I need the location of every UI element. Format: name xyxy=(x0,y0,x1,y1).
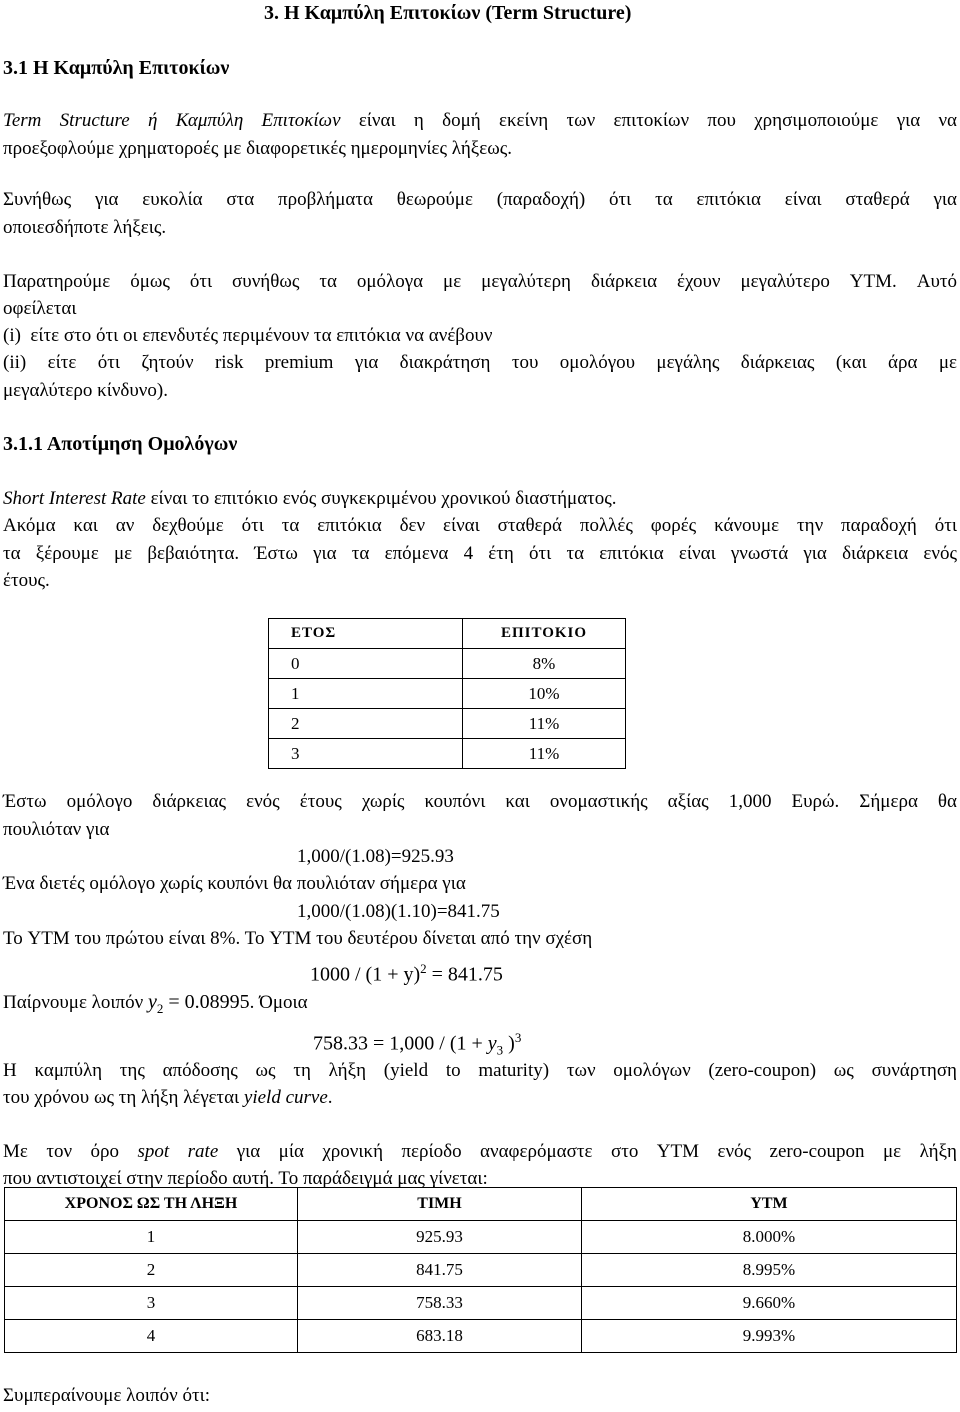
table-cell: 4 xyxy=(5,1320,298,1353)
paragraph-line: προεξοφλούμε χρηματοροές με διαφορετικές ημερομηνίες λήξεως. xyxy=(3,138,512,159)
table-cell: 1 xyxy=(269,679,463,709)
formula: $758.33 = 1,000 / (1 + y_3$ )$^3$ xyxy=(313,1030,522,1058)
paragraph-line: οποιεσδήποτε λήξεις. xyxy=(3,217,167,238)
paragraph-line: του χρόνου ως τη λήξη λέγεται yield curve. xyxy=(3,1087,333,1108)
table-cell: 8% xyxy=(463,649,626,679)
paragraph-line: Συνήθως για ευκολία στα προβλήματα θεωρούμε (παραδοχή) ότι τα επιτόκια είναι σταθερά για xyxy=(3,189,957,210)
table-row xyxy=(269,739,626,769)
column-header-maturity: ΧΡΟΝΟΣ ΩΣ ΤΗ ΛΗΞΗ xyxy=(5,1188,298,1221)
rates-table xyxy=(268,618,626,769)
paragraph-line: μεγαλύτερο κίνδυνο). xyxy=(3,380,168,401)
table-cell: 8.000% xyxy=(582,1221,957,1254)
table-cell: 925.93 xyxy=(298,1221,582,1254)
table-cell: 9.660% xyxy=(582,1287,957,1320)
table-cell: 0 xyxy=(269,649,463,679)
yield-curve-term: yield curve xyxy=(243,1087,328,1108)
formula: 1,000/(1.08)=925.93 xyxy=(297,846,454,867)
paragraph-line: Short Interest Rate είναι το επιτόκιο ενός συγκεκριμένου χρονικού διαστήματος. xyxy=(3,488,617,509)
table-row xyxy=(5,1221,957,1254)
table-row xyxy=(5,1254,957,1287)
paragraph-line: τα ξέρουμε με βεβαιότητα. Έστω για τα επόμενα 4 έτη ότι τα επιτόκια είναι γνωστά για διάρκεια ενός xyxy=(3,543,957,564)
column-header-ytm: YTM xyxy=(582,1188,957,1221)
section-title: 3.1 Η Καμπύλη Επιτοκίων xyxy=(3,57,230,79)
spot-rate-term: spot rate xyxy=(137,1141,219,1162)
chapter-title: 3. Η Καμπύλη Επιτοκίων (Term Structure) xyxy=(264,2,632,24)
term-structure-term: Term Structure ή Καμπύλη Επιτοκίων xyxy=(3,110,341,131)
column-header-price: ΤΙΜΗ xyxy=(298,1188,582,1221)
table-cell: 2 xyxy=(5,1254,298,1287)
table-cell: 683.18 xyxy=(298,1320,582,1353)
paragraph-line: που αντιστοιχεί στην περίοδο αυτή. Το παράδειγμά μας γίνεται: xyxy=(3,1168,488,1189)
table-cell: 1 xyxy=(5,1221,298,1254)
table-row xyxy=(5,1287,957,1320)
paragraph-line: Το YTM του πρώτου είναι 8%. Το YTM του δευτέρου δίνεται από την σχέση xyxy=(3,928,593,949)
paragraph-line: πουλιόταν για xyxy=(3,819,110,840)
short-rate-term: Short Interest Rate xyxy=(3,488,146,509)
paragraph-line: (ii) είτε ότι ζητούν risk premium για διακράτηση του ομολόγου μεγάλης διάρκειας (και άρα με xyxy=(3,352,957,373)
paragraph-line: Με τον όρο spot rate για μία χρονική περίοδο αναφερόμαστε στο YTM ενός zero-coupon με λήξη xyxy=(3,1141,957,1162)
formula: 1,000/(1.08)(1.10)=841.75 xyxy=(297,901,500,922)
table-cell: 3 xyxy=(269,739,463,769)
paragraph-line: Η καμπύλη της απόδοσης ως τη λήξη (yield to maturity) των ομολόγων (zero-coupon) ως συνάρτηση xyxy=(3,1060,957,1081)
table-row xyxy=(269,679,626,709)
paragraph-line: (i) είτε στο ότι οι επενδυτές περιμένουν τα επιτόκια να ανέβουν xyxy=(3,325,493,346)
table-cell: 11% xyxy=(463,709,626,739)
paragraph-line: Term Structure ή Καμπύλη Επιτοκίων είναι η δομή εκείνη των επιτοκίων που χρησιμοποιούμε για να xyxy=(3,110,957,131)
conclusion-line: Συμπεραίνουμε λοιπόν ότι: xyxy=(3,1385,210,1406)
paragraph-line: οφείλεται xyxy=(3,298,77,319)
paragraph-line: Έστω ομόλογο διάρκειας ενός έτους χωρίς κουπόνι και ονομαστικής αξίας 1,000 Ευρώ. Σήμερα θα xyxy=(3,791,957,812)
table-cell: 841.75 xyxy=(298,1254,582,1287)
table-row xyxy=(269,649,626,679)
paragraph-line: Παρατηρούμε όμως ότι συνήθως τα ομόλογα με μεγαλύτερη διάρκεια έχουν μεγαλύτερο YTM. Αυτό xyxy=(3,271,957,292)
table-cell: 2 xyxy=(269,709,463,739)
table-header-row xyxy=(5,1188,957,1221)
formula: $1000 / (1 + y)^2 = 841.75$ xyxy=(310,961,503,986)
subsection-title: 3.1.1 Αποτίμηση Ομολόγων xyxy=(3,433,238,455)
paragraph-line: Ακόμα και αν δεχθούμε ότι τα επιτόκια δεν είναι σταθερά πολλές φορές κάνουμε την παραδοχή ότι xyxy=(3,515,957,536)
paragraph-line: Ένα διετές ομόλογο χωρίς κουπόνι θα πουλιόταν σήμερα για xyxy=(3,873,466,894)
column-header-year: ΕΤΟΣ xyxy=(269,619,463,649)
table-row xyxy=(5,1320,957,1353)
paragraph-line: έτους. xyxy=(3,570,50,591)
table-row xyxy=(269,709,626,739)
table-cell: 8.995% xyxy=(582,1254,957,1287)
column-header-rate: ΕΠΙΤΟΚΙΟ xyxy=(463,619,626,649)
table-cell: 3 xyxy=(5,1287,298,1320)
table-cell: 11% xyxy=(463,739,626,769)
ytm-table xyxy=(4,1187,957,1353)
paragraph-line: Παίρνουμε λοιπόν $y_2 = 0.08995$. Όμοια xyxy=(3,991,308,1016)
table-cell: 9.993% xyxy=(582,1320,957,1353)
table-cell: 10% xyxy=(463,679,626,709)
table-cell: 758.33 xyxy=(298,1287,582,1320)
table-header-row xyxy=(269,619,626,649)
